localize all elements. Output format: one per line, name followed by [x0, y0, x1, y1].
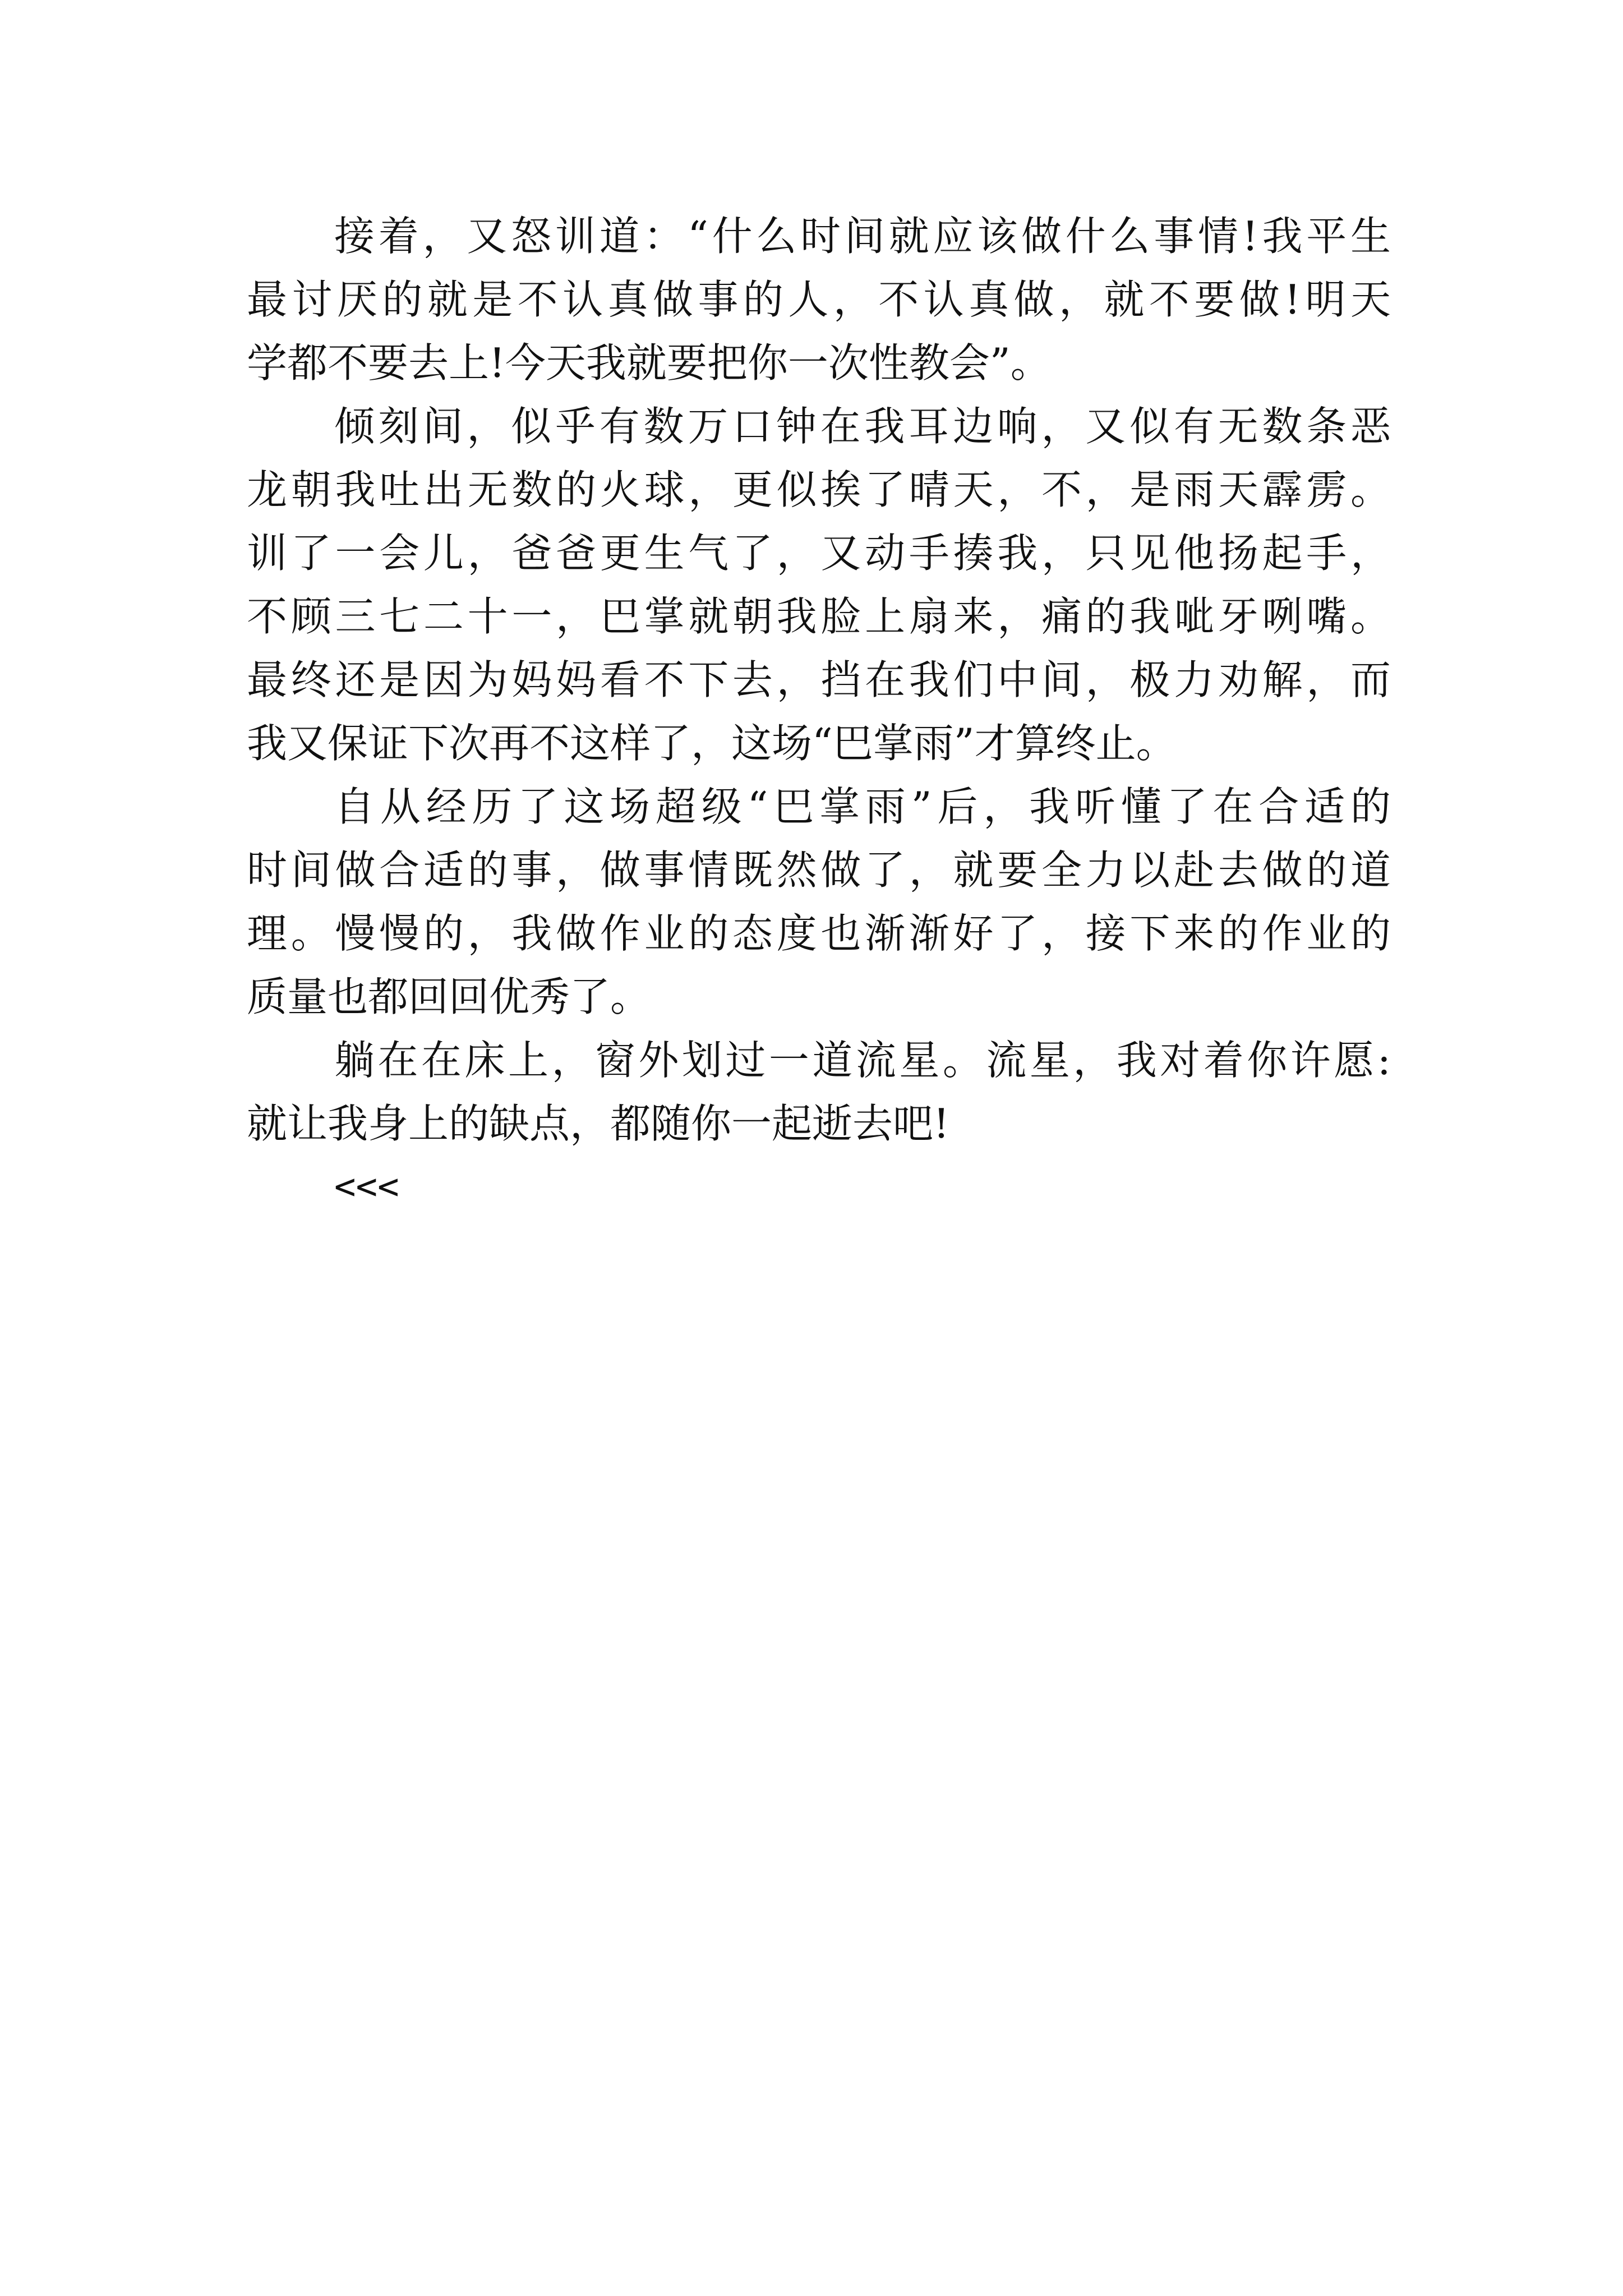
paragraph-line: 龙朝我吐出无数的火球，更似挨了晴天，不，是雨天霹雳。: [247, 466, 1391, 513]
paragraph-2: [247, 395, 1391, 775]
paragraph-line: 自从经历了这场超级“巴掌雨”后，我听懂了在合适的: [334, 783, 1391, 830]
paragraph-line: 我又保证下次再不这样了，这场“巴掌雨”才算终止。: [247, 720, 1177, 767]
paragraph-line: 训了一会儿，爸爸更生气了，又动手揍我，只见他扬起手，: [247, 530, 1391, 577]
document-body: [247, 205, 1391, 1219]
paragraph-1: [247, 205, 1391, 395]
paragraph-3: [247, 775, 1391, 1029]
end-marker: <<<: [334, 1166, 399, 1208]
paragraph-4: [247, 1029, 1391, 1156]
paragraph-line: 就让我身上的缺点，都随你一起逝去吧!: [247, 1100, 949, 1147]
paragraph-line: 学都不要去上!今天我就要把你一次性教会”。: [247, 339, 1051, 386]
paragraph-line: 不顾三七二十一，巴掌就朝我脸上扇来，痛的我呲牙咧嘴。: [247, 593, 1391, 640]
end-marker-row: [247, 1156, 1391, 1219]
paragraph-line: 质量也都回回优秀了。: [247, 973, 651, 1020]
paragraph-line: 躺在在床上，窗外划过一道流星。流星，我对着你许愿:: [334, 1037, 1391, 1084]
paragraph-line: 最讨厌的就是不认真做事的人，不认真做，就不要做!明天: [247, 276, 1391, 323]
paragraph-line: 最终还是因为妈妈看不下去，挡在我们中间，极力劝解，而: [247, 656, 1391, 703]
paragraph-line: 理。慢慢的，我做作业的态度也渐渐好了，接下来的作业的: [247, 910, 1391, 957]
paragraph-line: 倾刻间，似乎有数万口钟在我耳边响，又似有无数条恶: [334, 403, 1391, 450]
paragraph-line: 时间做合适的事，做事情既然做了，就要全力以赴去做的道: [247, 846, 1391, 894]
paragraph-line: 接着，又怒训道：“什么时间就应该做什么事情!我平生: [334, 213, 1391, 260]
